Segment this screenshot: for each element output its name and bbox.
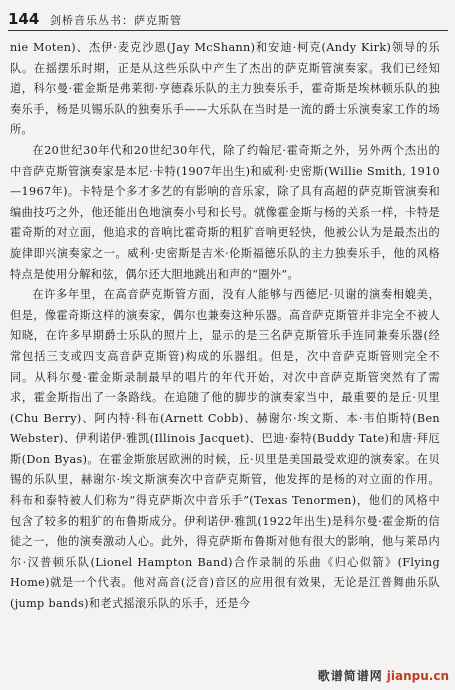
paragraph-3: 在许多年里，在高音萨克斯管方面，没有人能够与西德尼·贝谢的演奏相媲美，但是，像霍奇斯这样的演奏家，偶尔也兼奏这种乐器。高音萨克斯管并非完全不被人知晓，在许多早期爵士乐队的照片上，显示的是三名萨克斯管乐手连同兼奏乐器(经常包括三支或四支高音萨克斯管)构成的乐器组。但是，次中音萨克斯管则完全不同。从科尔曼·霍金斯录制最早的唱片的年代开始，对次中音萨克斯管突然有了需求，霍金斯指出了一条路线。在追随了他的脚步的演奏家当中，最重要的是丘·贝里(Chu Berry)、阿内特·科布(Arnett Cobb)、赫谢尔·埃文斯、本·韦伯斯特(Ben Webster)、伊利诺伊·雅凯(Illinois Jacquet)、巴迪·泰特(Buddy Tate)和唐·拜厄斯(Don Byas)。在霍金斯旅居欧洲的时候，丘·贝里是美国最受欢迎的演奏家。在贝锡的乐队里，赫谢尔·埃文斯演奏次中音萨克斯管，他发挥的是杨的对立面的作用。科布和泰特被人们称为“得克萨斯次中音乐手”(Texas Tenormen)，他们的风格中包含了较多的粗犷的布鲁斯成分。伊利诺伊·雅凯(1922年出生)是科尔曼·霍金斯的信徒之一，他的演奏激动人心。此外，得克萨斯布鲁斯对他有很大的影响，他与莱昂内尔·汉普顿乐队(Lionel Hampton Band)合作录制的乐曲《归心似箭》(Flying Home)就是一个代表。他对高音(泛音)音区的应用很有效果，无论是江普舞曲乐队(jump bands)和老式摇滚乐队的乐手，还是今	[10, 288, 440, 611]
running-title: 剑桥音乐丛书：萨克斯管	[50, 14, 182, 27]
watermark-text: 歌谱简谱网	[317, 669, 383, 683]
page-header	[8, 8, 448, 31]
paragraph-2: 在20世纪30年代和20世纪30年代，除了约翰尼·霍奇斯之外，另外两个杰出的中音萨克斯管演奏家是本尼·卡特(1907年出生)和威利·史密斯(Willie Smith, 1910—1967年)。卡特是个多才多艺的有影响的音乐家，除了具有高超的萨克斯管演奏和编曲技巧之外，他还能出色地演奏小号和长号。就像霍金斯与杨的关系一样，卡特是霍奇斯的对立面，他追求的音响比霍奇斯的粗犷音响更轻快，他被公认为是最杰出的旋律即兴演奏家之一。威利·史密斯是吉米·伦斯福德乐队的主力独奏乐手，他的风格特点是使用分解和弦，偶尔还大胆地跳出和声的“圈外”。	[10, 143, 440, 281]
body-text	[10, 38, 440, 652]
paragraph-1: nie Moten)、杰伊·麦克沙恩(Jay McShann)和安迪·柯克(Andy Kirk)领导的乐队。在摇摆乐时期，正是从这些乐队中产生了杰出的萨克斯管演奏家。我们已经知道，科尔曼·霍金斯是弗莱彻·亨德森乐队的主力独奏乐手，霍奇斯是埃林顿乐队的独奏乐手，杨是贝锡乐队的独奏乐手——大乐队在当时是一流的爵士乐演奏家工作的场所。	[10, 41, 440, 137]
watermark-url: jianpu.cn	[386, 669, 449, 683]
watermark	[318, 667, 449, 684]
page-number: 144	[8, 10, 40, 28]
